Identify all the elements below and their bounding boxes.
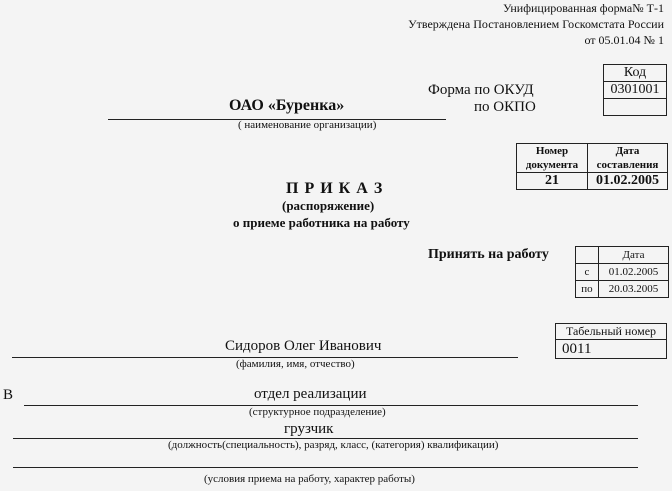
conditions-underline xyxy=(13,467,638,468)
doc-number-header xyxy=(517,144,588,173)
hire-label: Принять на работу xyxy=(428,247,549,262)
employee-caption: (фамилия, имя, отчество) xyxy=(236,358,355,370)
okud-code-value: 0301001 xyxy=(604,82,667,99)
order-subject: о приеме работника на работу xyxy=(233,215,410,230)
doc-date-header-line2: составления xyxy=(596,159,659,171)
order-title: П Р И К А З xyxy=(286,180,384,197)
okpo-label: по ОКПО xyxy=(474,99,536,115)
hire-dates-corner xyxy=(576,247,599,264)
hire-date-header: Дата xyxy=(599,247,669,264)
employee-name: Сидоров Олег Иванович xyxy=(225,338,382,354)
department-prefix: В xyxy=(3,387,14,403)
organization-caption: ( наименование организации) xyxy=(238,119,377,131)
doc-number-header-line1: Номер xyxy=(535,145,569,157)
okud-label: Форма по ОКУД xyxy=(428,82,534,98)
hire-to-label: по xyxy=(576,281,599,298)
doc-number-header-line2: документа xyxy=(525,159,579,171)
doc-date-header xyxy=(588,144,668,173)
hire-from-label: с xyxy=(576,264,599,281)
form-header-line2: Утверждена Постановлением Госкомстата России xyxy=(408,17,664,31)
document-table xyxy=(516,143,668,190)
position-caption: (должность(специальность), разряд, класс, (категория) квалификации) xyxy=(168,439,499,451)
code-header: Код xyxy=(604,65,667,82)
form-header-line1: Унифицированная форма№ Т-1 xyxy=(502,1,664,15)
department-value: отдел реализации xyxy=(254,386,367,402)
doc-date-value: 01.02.2005 xyxy=(588,173,668,190)
tab-number-table xyxy=(555,323,667,359)
doc-date-header-line1: Дата xyxy=(615,145,640,157)
hire-from-date: 01.02.2005 xyxy=(599,264,669,281)
conditions-caption: (условия приема на работу, характер работы) xyxy=(204,473,415,485)
tab-number-value: 0011 xyxy=(556,340,667,359)
doc-number-value: 21 xyxy=(517,173,588,190)
organization-name: ОАО «Буренка» xyxy=(229,97,345,114)
hire-to-date: 20.03.2005 xyxy=(599,281,669,298)
tab-number-header: Табельный номер xyxy=(556,324,667,340)
order-subtitle: (распоряжение) xyxy=(282,198,375,213)
department-caption: (структурное подразделение) xyxy=(249,406,386,418)
code-table xyxy=(603,64,667,116)
hire-dates-table xyxy=(575,246,669,298)
form-header-line3: от 05.01.04 № 1 xyxy=(584,33,664,47)
okpo-code-value xyxy=(604,99,667,116)
position-value: грузчик xyxy=(284,421,334,437)
